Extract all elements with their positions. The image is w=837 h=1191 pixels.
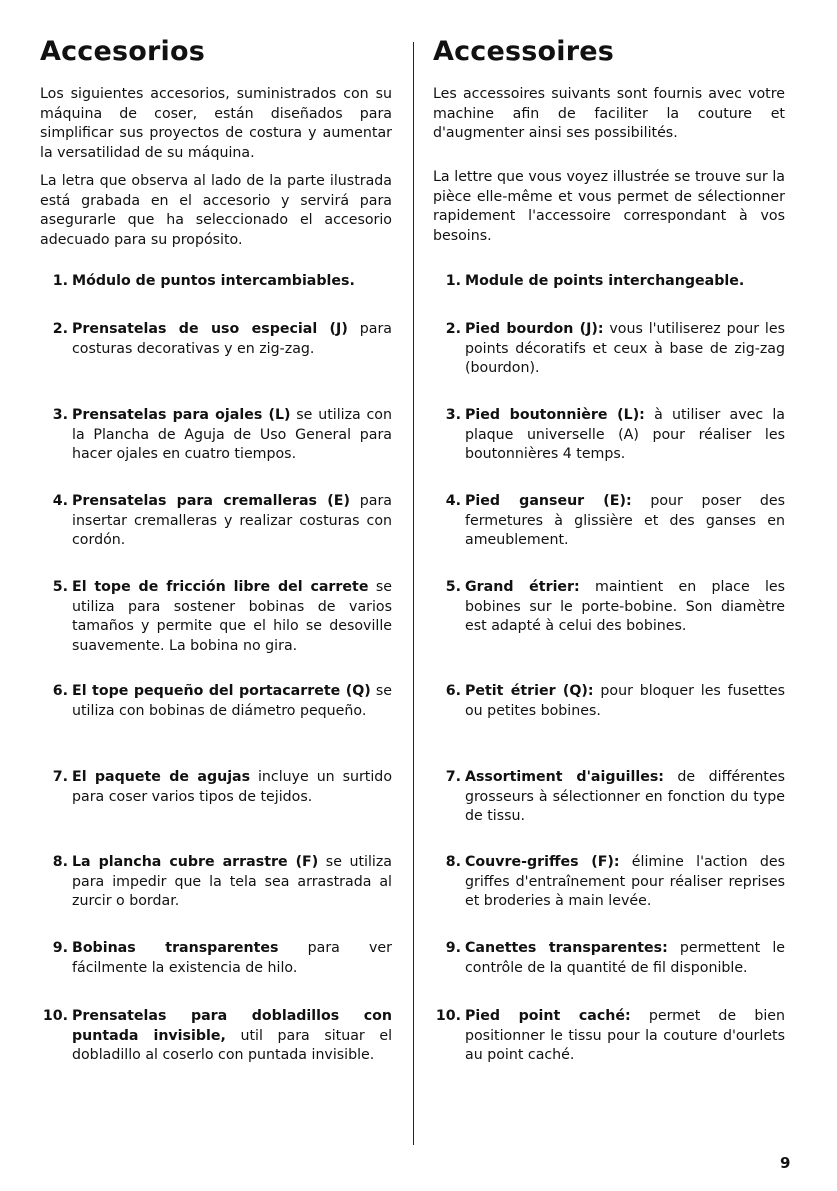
item-text: para insertar cremalleras y realizar costuras con cordón. bbox=[72, 493, 392, 549]
item-text: para costuras decorativas y en zig-zag. bbox=[72, 321, 392, 357]
item-number: 7. bbox=[52, 769, 68, 785]
french-item-1 bbox=[433, 272, 785, 292]
spanish-item-7 bbox=[40, 768, 392, 807]
item-number: 5. bbox=[52, 579, 68, 595]
french-title: Accessoires bbox=[433, 36, 615, 67]
item-heading: El paquete de agujas bbox=[72, 769, 251, 785]
item-text: maintient en place les bobines sur le porte-bobine. Son diamètre est adapté à celui des bobines. bbox=[465, 579, 785, 635]
item-text: élimine l'action des griffes d'entraînement pour réaliser reprises et broderies à main levée. bbox=[465, 854, 785, 910]
item-number: 1. bbox=[445, 273, 461, 289]
item-heading: El tope de fricción libre del carrete bbox=[72, 579, 369, 595]
french-item-9 bbox=[433, 939, 785, 978]
item-number: 2. bbox=[52, 321, 68, 337]
item-text: pour bloquer les fusettes ou petites bobines. bbox=[465, 683, 785, 719]
item-text: vous l'utiliserez pour les points décoratifs et ceux à base de zig-zag (bourdon). bbox=[465, 321, 785, 377]
item-heading: Petit étrier (Q): bbox=[465, 683, 594, 699]
spanish-title: Accesorios bbox=[40, 36, 206, 67]
item-heading: El tope pequeño del portacarrete (Q) bbox=[72, 683, 371, 699]
item-text: para ver fácilmente la existencia de hilo. bbox=[72, 940, 392, 976]
french-item-3 bbox=[433, 406, 785, 465]
spanish-intro-2: La letra que observa al lado de la parte ilustrada está grabada en el accesorio y servirá para asegurarle que ha seleccionado el accesorio adecuado para su propósito. bbox=[40, 173, 392, 248]
spanish-item-10 bbox=[40, 1007, 392, 1066]
spanish-column bbox=[40, 30, 393, 1064]
item-heading: Pied point caché: bbox=[465, 1008, 631, 1024]
page-number: 9 bbox=[780, 1154, 791, 1172]
item-heading: Prensatelas de uso especial (J) bbox=[72, 321, 348, 337]
item-heading: Pied boutonnière (L): bbox=[465, 407, 645, 423]
item-heading: Bobinas transparentes bbox=[72, 940, 279, 956]
item-text: à utiliser avec la plaque universelle (A) pour réaliser les boutonnières 4 temps. bbox=[465, 407, 786, 463]
item-heading: Couvre-griffes (F): bbox=[465, 854, 620, 870]
french-item-4 bbox=[433, 492, 785, 551]
item-text: se utiliza para impedir que la tela sea arrastrada al zurcir o bordar. bbox=[72, 854, 392, 910]
french-column bbox=[433, 30, 786, 1064]
item-text: incluye un surtido para coser varios tipos de tejidos. bbox=[72, 769, 392, 805]
item-number: 4. bbox=[445, 493, 461, 509]
spanish-item-9 bbox=[40, 939, 392, 978]
item-text: se utiliza para sostener bobinas de varios tamaños y permite que el hilo se desoville suavemente. La bobina no gira. bbox=[72, 579, 392, 654]
french-item-10 bbox=[433, 1007, 785, 1066]
item-number: 9. bbox=[445, 940, 461, 956]
item-number: 3. bbox=[445, 407, 461, 423]
spanish-item-5 bbox=[40, 578, 392, 656]
column-divider bbox=[413, 42, 414, 1145]
spanish-item-2 bbox=[40, 320, 392, 359]
item-heading: Prensatelas para dobladillos con puntada invisible, bbox=[72, 1008, 392, 1044]
item-number: 4. bbox=[52, 493, 68, 509]
item-number: 10. bbox=[435, 1008, 461, 1024]
item-heading: Assortiment d'aiguilles: bbox=[465, 769, 664, 785]
item-number: 5. bbox=[445, 579, 461, 595]
item-text: se utiliza con bobinas de diámetro pequeño. bbox=[72, 683, 392, 719]
item-number: 8. bbox=[445, 854, 461, 870]
french-item-6 bbox=[433, 682, 785, 721]
spanish-item-1 bbox=[40, 272, 392, 292]
spanish-item-6 bbox=[40, 682, 392, 721]
item-number: 8. bbox=[52, 854, 68, 870]
item-heading: Canettes transparentes: bbox=[465, 940, 668, 956]
item-heading: Pied ganseur (E): bbox=[465, 493, 632, 509]
french-item-5 bbox=[433, 578, 785, 637]
item-heading: Module de points interchangeable. bbox=[465, 273, 745, 289]
item-number: 1. bbox=[52, 273, 68, 289]
item-text: permet de bien positionner le tissu pour la couture d'ourlets au point caché. bbox=[465, 1008, 785, 1064]
item-heading: Pied bourdon (J): bbox=[465, 321, 604, 337]
french-item-8 bbox=[433, 853, 785, 912]
item-number: 10. bbox=[42, 1008, 68, 1024]
item-heading: Prensatelas para cremalleras (E) bbox=[72, 493, 350, 509]
french-item-7 bbox=[433, 768, 785, 827]
item-text: permettent le contrôle de la quantité de fil disponible. bbox=[465, 940, 785, 976]
item-text: pour poser des fermetures à glissière et des ganses en ameublement. bbox=[465, 493, 785, 549]
spanish-item-4 bbox=[40, 492, 392, 551]
item-heading: Prensatelas para ojales (L) bbox=[72, 407, 291, 423]
item-text: se utiliza con la Plancha de Aguja de Uso General para hacer ojales en cuatro tiempos. bbox=[72, 407, 392, 463]
french-intro-2: La lettre que vous voyez illustrée se trouve sur la pièce elle-même et vous permet de sélectionner rapidement l'accessoire correspondant à vos besoins. bbox=[433, 169, 785, 244]
item-number: 7. bbox=[445, 769, 461, 785]
spanish-intro-1: Los siguientes accesorios, suministrados con su máquina de coser, están diseñados para simplificar sus proyectos de costura y aumentar la versatilidad de su máquina. bbox=[40, 86, 392, 161]
item-number: 6. bbox=[445, 683, 461, 699]
french-item-2 bbox=[433, 320, 785, 379]
item-number: 9. bbox=[52, 940, 68, 956]
french-intro-1: Les accessoires suivants sont fournis avec votre machine afin de faciliter la couture et d'augmenter ainsi ses possibilités. bbox=[433, 86, 785, 142]
item-number: 6. bbox=[52, 683, 68, 699]
item-number: 2. bbox=[445, 321, 461, 337]
item-heading: Grand étrier: bbox=[465, 579, 580, 595]
item-heading: La plancha cubre arrastre (F) bbox=[72, 854, 319, 870]
item-number: 3. bbox=[52, 407, 68, 423]
spanish-item-3 bbox=[40, 406, 392, 465]
spanish-item-8 bbox=[40, 853, 392, 912]
item-heading: Módulo de puntos intercambiables. bbox=[72, 273, 355, 289]
item-text: de différentes grosseurs à sélectionner en fonction du type de tissu. bbox=[465, 769, 785, 825]
item-text: util para situar el dobladillo al coserlo con puntada invisible. bbox=[72, 1027, 393, 1064]
